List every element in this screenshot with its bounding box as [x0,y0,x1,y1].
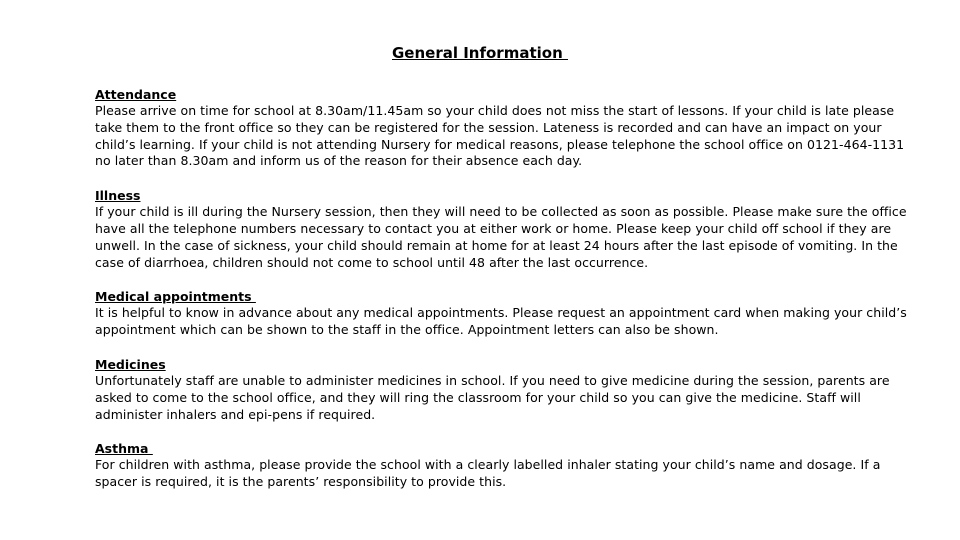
section-attendance [95,86,907,170]
section-text: It is helpful to know in advance about any medical appointments. Please request an appointment card when making your child’s appointment which can be shown to the staff in the office. Appointment letters can also be shown. [95,305,907,338]
section-heading: Attendance [95,87,177,102]
section-text: Please arrive on time for school at 8.30am/11.45am so your child does not miss the start of lessons. If your child is late please take them to the front office so they can be registered for the session. Lateness is recorded and can have an impact on your child’s learning. If your child is not attending Nursery for medical reasons, please telephone the school office on 0121-464-1131 no later than 8.30am and inform us of the reason for their absence each day. [95,103,905,169]
document-body [95,86,907,508]
section-asthma [95,440,907,491]
section-medical-appointments [95,288,907,339]
section-heading: Medical appointments [95,289,256,305]
section-text: Unfortunately staff are unable to administer medicines in school. If you need to give medicine during the session, parents are asked to come to the school office, and they will ring the classroom for your child so you can give the medicine. Staff will administer inhalers and epi-pens if required. [95,372,890,422]
section-text: If your child is ill during the Nursery session, then they will need to be collected as soon as possible. Please make sure the office have all the telephone numbers necessary to contact you at either work or home. Please keep your child off school if they are unwell. In the case of sickness, your child should remain at home for at least 24 hours after the last episode of vomiting. In the case of diarrhoea, children should not come to school until 48 after the last occurrence. [95,204,907,270]
section-heading: Illness [95,188,141,204]
section-medicines [95,356,907,423]
section-heading: Asthma [95,441,153,457]
section-illness [95,187,907,271]
section-heading: Medicines [95,356,166,372]
page-title: General Information [392,44,568,62]
section-text: For children with asthma, please provide the school with a clearly labelled inhaler stating your child’s name and dosage. If a spacer is required, it is the parents’ responsibility to provide this. [95,457,881,490]
